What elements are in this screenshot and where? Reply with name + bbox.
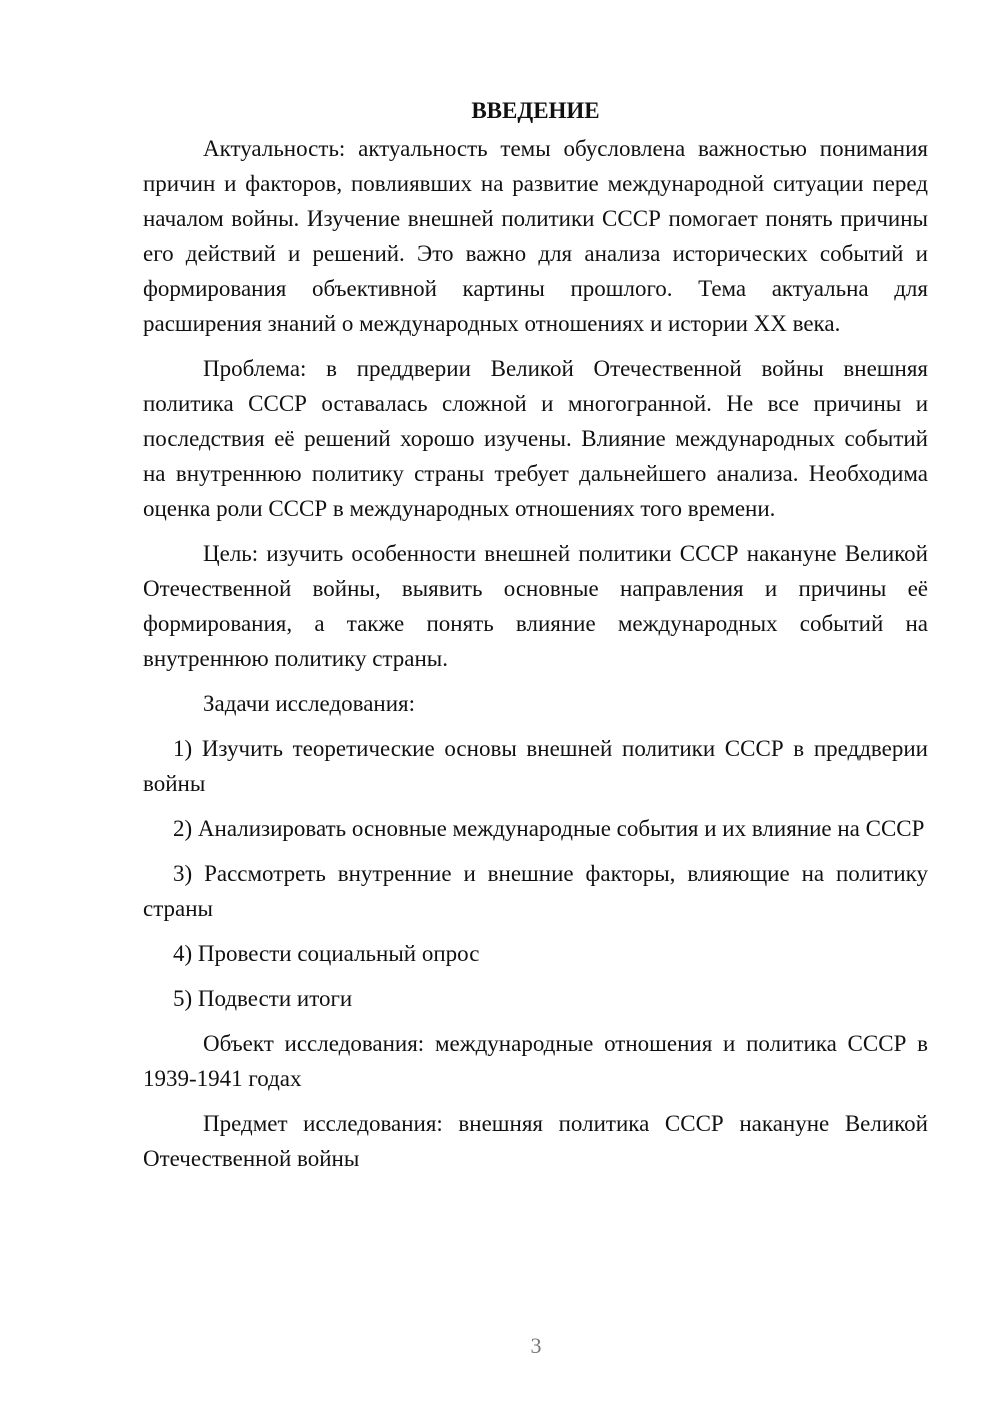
task-item-4: 4) Провести социальный опрос: [173, 941, 480, 966]
task-item-5: 5) Подвести итоги: [173, 986, 353, 1011]
task-item-1: 1) Изучить теоретические основы внешней политики СССР в преддверии войны: [143, 736, 928, 796]
object-paragraph: Объект исследования: международные отношения и политика СССР в 1939-1941 годах: [143, 1031, 928, 1091]
task-item-2: 2) Анализировать основные международные события и их влияние на СССР: [173, 816, 925, 841]
tasks-heading: Задачи исследования:: [203, 691, 416, 716]
subject-paragraph: Предмет исследования: внешняя политика СССР накануне Великой Отечественной войны: [143, 1111, 928, 1171]
goal-paragraph: Цель: изучить особенности внешней политики СССР накануне Великой Отечественной войны, выявить основные направления и причины её формирования, а также понять влияние международных событий на внутреннюю политику страны.: [143, 541, 928, 671]
page-title: ВВЕДЕНИЕ: [471, 98, 600, 123]
page-content: [143, 93, 928, 1186]
tasks-list: [143, 731, 928, 1016]
task-item-3: 3) Рассмотреть внутренние и внешние факторы, влияющие на политику страны: [143, 861, 928, 921]
relevance-paragraph: Актуальность: актуальность темы обусловлена важностью понимания причин и факторов, повлиявших на развитие международной ситуации перед началом войны. Изучение внешней политики СССР помогает понять причины его действий и решений. Это важно для анализа исторических событий и формирования объективной картины прошлого. Тема актуальна для расширения знаний о международных отношениях и истории XX века.: [143, 136, 928, 336]
problem-paragraph: Проблема: в преддверии Великой Отечественной войны внешняя политика СССР оставалась сложной и многогранной. Не все причины и последствия её решений хорошо изучены. Влияние международных событий на внутреннюю политику страны требует дальнейшего анализа. Необходима оценка роли СССР в международных отношениях того времени.: [143, 356, 928, 521]
page-number: 3: [530, 1333, 542, 1358]
